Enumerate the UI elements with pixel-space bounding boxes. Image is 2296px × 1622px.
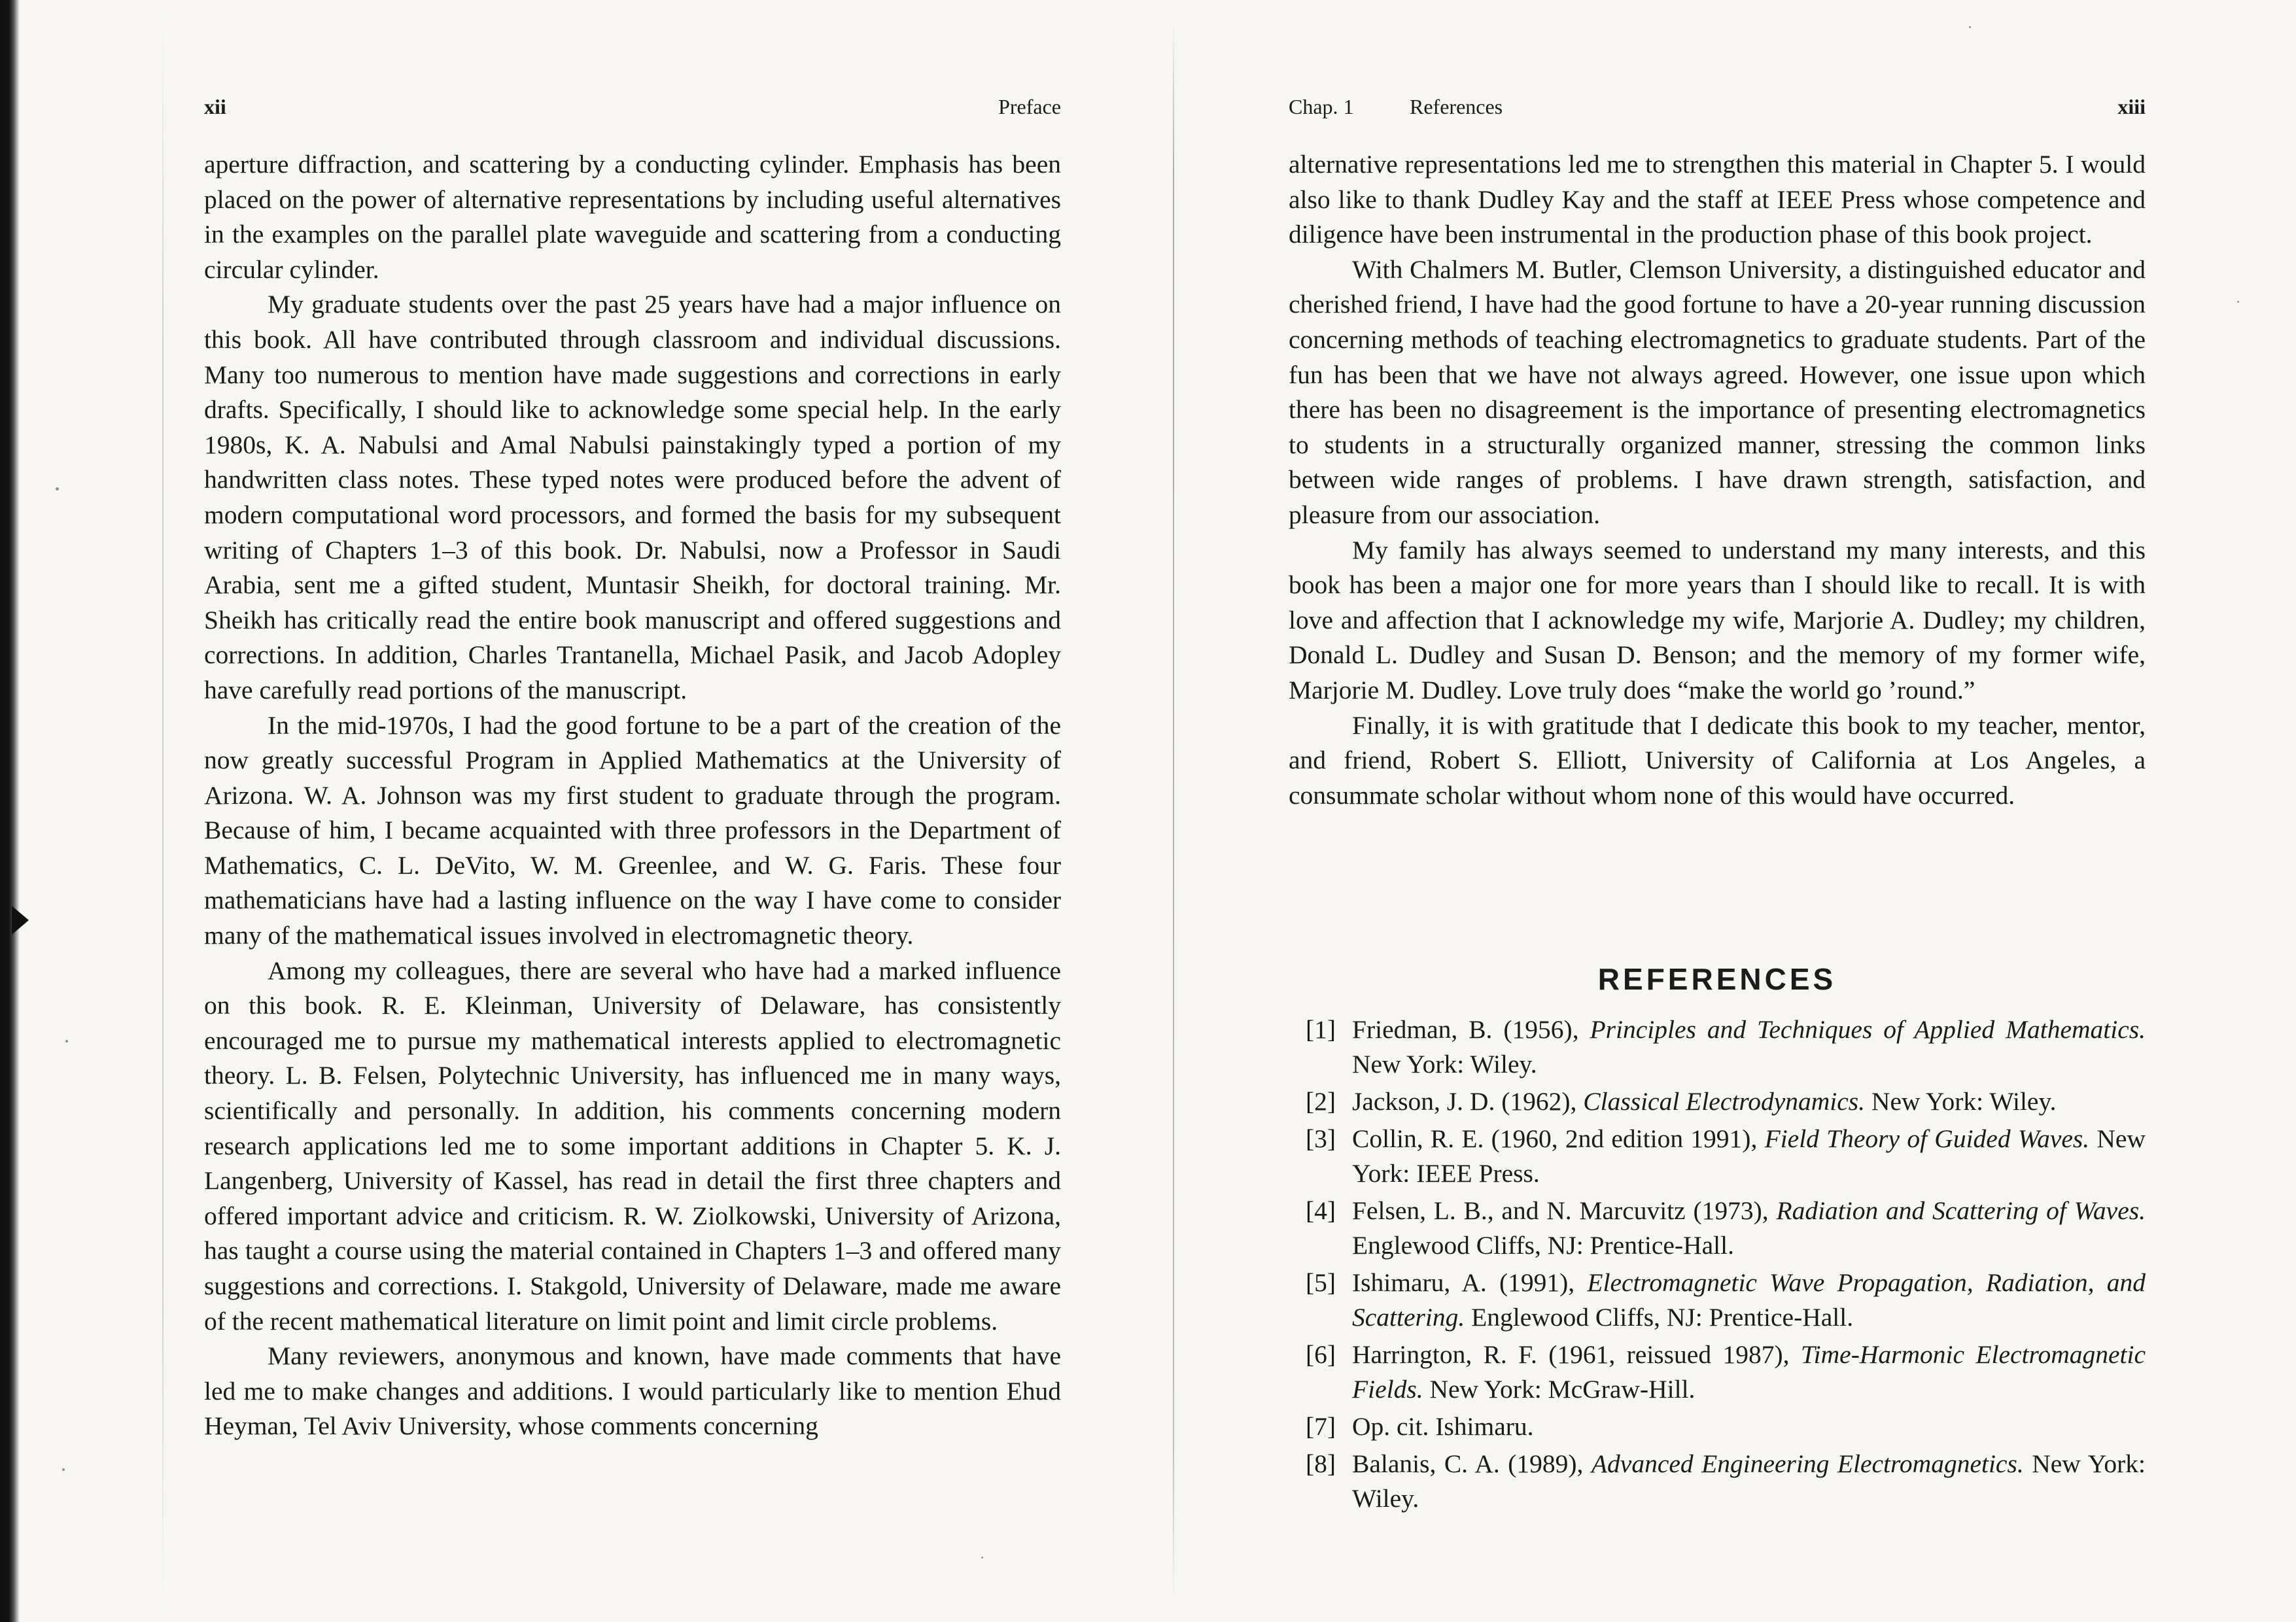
chapter-label: Chap. 1 [1289, 95, 1354, 118]
scan-speck [65, 1040, 68, 1043]
paragraph: aperture diffraction, and scattering by a conducting cylinder. Emphasis has been placed on the power of alternative representations by including useful alternatives in the examples on the parallel plate waveguide and scattering from a conducting circular cylinder. [204, 150, 1061, 284]
reference-list [1289, 1012, 2146, 1519]
paragraph: alternative representations led me to strengthen this material in Chapter 5. I would also like to thank Dudley Kay and the staff at IEEE Press whose competence and diligence have been instrumental in the production phase of this book project. [1289, 150, 2146, 249]
left-running-title: Preface [998, 95, 1061, 118]
reference-number: [6] [1306, 1340, 1336, 1369]
reference-publisher: Englewood Cliffs, NJ: Prentice-Hall. [1465, 1303, 1854, 1332]
scan-speck [56, 487, 59, 491]
left-page [204, 0, 1061, 1622]
reference-title: Radiation and Scattering of Waves. [1776, 1196, 2146, 1225]
reference-item [1289, 1012, 2146, 1082]
reference-author: Ishimaru, A. (1991), [1352, 1268, 1588, 1297]
reference-item [1289, 1447, 2146, 1516]
page-gutter [1173, 20, 1174, 1602]
reference-title: Time-Harmonic Electromagnetic Fields. [1352, 1340, 2146, 1404]
reference-number: [5] [1306, 1268, 1336, 1297]
reference-title: Electromagnetic Wave Propagation, Radiation, and Scattering. [1352, 1268, 2146, 1332]
reference-author: Harrington, R. F. (1961, reissued 1987), [1352, 1340, 1801, 1369]
reference-author: Felsen, L. B., and N. Marcuvitz (1973), [1352, 1196, 1777, 1225]
reference-title: Advanced Engineering Electromagnetics. [1591, 1449, 2024, 1478]
right-running-title: References [1410, 95, 1503, 118]
scan-speck [2237, 301, 2239, 303]
scan-speck [1969, 26, 1971, 28]
reference-author: Balanis, C. A. (1989), [1352, 1449, 1592, 1478]
reference-author: Friedman, B. (1956), [1352, 1015, 1590, 1044]
left-page-number: xii [204, 95, 226, 118]
left-body-text [204, 147, 1061, 1444]
reference-number: [3] [1306, 1124, 1336, 1153]
reference-publisher: New York: McGraw-Hill. [1423, 1375, 1696, 1404]
paragraph: Many reviewers, anonymous and known, have made comments that have led me to make changes and additions. I would particularly like to mention Ehud Heyman, Tel Aviv University, whose comments concerning [204, 1341, 1061, 1441]
reference-number: [2] [1306, 1087, 1336, 1116]
reference-number: [7] [1306, 1412, 1336, 1441]
reference-title: Field Theory of Guided Waves. [1764, 1124, 2090, 1153]
paragraph: In the mid-1970s, I had the good fortune to be a part of the creation of the now greatly successful Program in Applied Mathematics at the University of Arizona. W. A. Johnson was my first student to graduate through the program. Because of him, I became acquainted with three professors in the Department of Mathematics, C. L. DeVito, W. M. Greenlee, and W. G. Faris. These four mathematicians have had a lasting influence on the way I have come to consider many of the mathematical issues involved in electromagnetic theory. [204, 710, 1061, 950]
reference-author: Collin, R. E. (1960, 2nd edition 1991), [1352, 1124, 1765, 1153]
reference-title: Classical Electrodynamics. [1583, 1087, 1866, 1116]
reference-item [1289, 1122, 2146, 1191]
right-page-number: xiii [2117, 95, 2146, 118]
right-running-head [1289, 95, 2146, 121]
reference-author: Jackson, J. D. (1962), [1352, 1087, 1584, 1116]
reference-item [1289, 1194, 2146, 1263]
binding-edge [0, 0, 20, 1622]
reference-number: [1] [1306, 1015, 1336, 1044]
reference-number: [8] [1306, 1449, 1336, 1478]
reference-item [1289, 1266, 2146, 1335]
scan-speck [981, 1557, 983, 1559]
paragraph: Among my colleagues, there are several who have had a marked influence on this book. R. E. Kleinman, University of Delaware, has consistently encouraged me to pursue my mathematical interests applied to electromagnetic theory. L. B. Felsen, Polytechnic University, has influenced me in many ways, scientifically and personally. In addition, his comments concerning modern research applications led me to some important additions in Chapter 5. K. J. Langenberg, University of Kassel, has read in detail the first three chapters and offered important advice and criticism. R. W. Ziolkowski, University of Arizona, has taught a course using the material contained in Chapters 1–3 and offered many suggestions and corrections. I. Stakgold, University of Delaware, made me aware of the recent mathematical literature on limit point and limit circle problems. [204, 956, 1061, 1336]
reference-publisher: New York: IEEE Press. [1352, 1124, 2146, 1188]
binding-notch [12, 906, 29, 935]
scan-speck [62, 1468, 65, 1471]
reference-publisher: Englewood Cliffs, NJ: Prentice-Hall. [1352, 1231, 1734, 1260]
reference-publisher: New York: Wiley. [1865, 1087, 2057, 1116]
right-page [1289, 0, 2146, 1622]
paragraph: My family has always seemed to understand my many interests, and this book has been a major one for more years than I should like to recall. It is with love and affection that I acknowledge my wife, Marjorie A. Dudley; my children, Donald L. Dudley and Susan D. Benson; and the memory of my former wife, Marjorie M. Dudley. Love truly does “make the world go ’round.” [1289, 535, 2146, 704]
reference-number: [4] [1306, 1196, 1336, 1225]
right-body-text [1289, 147, 2146, 813]
reference-item [1289, 1084, 2146, 1119]
paragraph: Finally, it is with gratitude that I dedicate this book to my teacher, mentor, and friend, Robert S. Elliott, University of California at Los Angeles, a consummate scholar without whom none of this would have occurred. [1289, 710, 2146, 810]
scan-shadow-line [162, 13, 164, 1609]
left-running-head [204, 95, 1061, 121]
reference-author: Op. cit. Ishimaru. [1352, 1412, 1534, 1441]
reference-item [1289, 1337, 2146, 1407]
reference-item [1289, 1409, 2146, 1444]
paragraph: My graduate students over the past 25 years have had a major influence on this book. All have contributed through classroom and individual discussions. Many too numerous to mention have made suggestions and corrections in early drafts. Specifically, I should like to acknowledge some special help. In the early 1980s, K. A. Nabulsi and Amal Nabulsi painstakingly typed a portion of my handwritten class notes. These typed notes were produced before the advent of modern computational word processors, and formed the basis for my subsequent writing of Chapters 1–3 of this book. Dr. Nabulsi, now a Professor in Saudi Arabia, sent me a gifted student, Muntasir Sheikh, for doctoral training. Mr. Sheikh has critically read the entire book manuscript and offered suggestions and corrections. In addition, Charles Trantanella, Michael Pasik, and Jacob Adopley have carefully read portions of the manuscript. [204, 290, 1061, 704]
reference-publisher: New York: Wiley. [1352, 1449, 2146, 1513]
references-heading: REFERENCES [1597, 962, 1837, 996]
reference-title: Principles and Techniques of Applied Mathematics. [1590, 1015, 2146, 1044]
reference-publisher: New York: Wiley. [1352, 1050, 1537, 1078]
paragraph: With Chalmers M. Butler, Clemson University, a distinguished educator and cherished friend, I have had the good fortune to have a 20-year running discussion concerning methods of teaching electromagnetics to graduate students. Part of the fun has been that we have not always agreed. However, one issue upon which there has been no disagreement is the importance of presenting electromagnetics to students in a structurally organized manner, stressing the common links between wide ranges of problems. I have drawn strength, satisfaction, and pleasure from our association. [1289, 254, 2146, 529]
